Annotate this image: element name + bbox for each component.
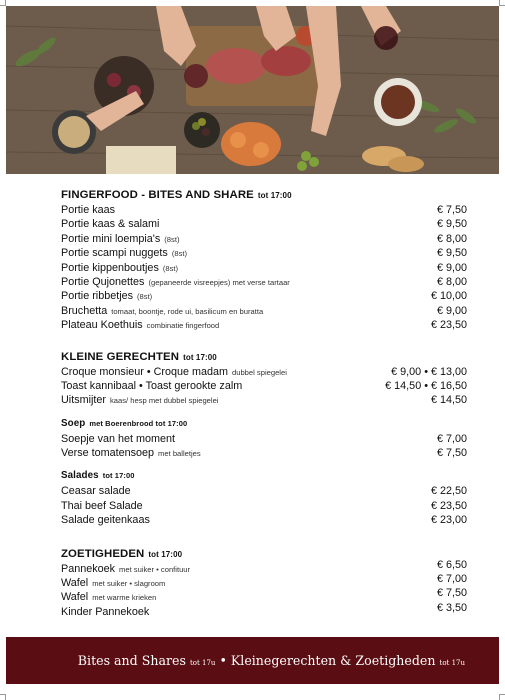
food-table-illustration [6, 6, 499, 174]
menu-item [61, 246, 467, 260]
footer-part1: Bites and Shares [77, 653, 186, 668]
section-salades [61, 468, 467, 527]
zoet-items [61, 546, 377, 620]
item-price: € 9,50 [436, 218, 467, 231]
section-title [61, 546, 377, 562]
section-title-text: FINGERFOOD - BITES AND SHARE [61, 189, 254, 201]
item-name-text: Portie Qujonettes [61, 275, 145, 288]
item-name-text: Kinder Pannekoek [61, 605, 150, 618]
item-name [61, 318, 219, 333]
item-name-text: Croque monsieur • Croque madam [61, 365, 229, 378]
footer-part1-note: tot 17u [189, 659, 216, 667]
item-price: € 9,00 • € 13,00 [391, 365, 467, 378]
item-name-text: Toast kannibaal • Toast gerookte zalm [61, 379, 243, 392]
item-price: € 14,50 • € 16,50 [385, 379, 467, 392]
item-name-text: Soepje van het moment [61, 432, 176, 445]
item-name-text: Pannekoek [61, 562, 116, 575]
footer-banner [6, 637, 499, 684]
section-title [61, 468, 467, 484]
section-soep [61, 416, 467, 461]
item-name [61, 289, 152, 304]
item-name [61, 562, 190, 577]
item-desc: dubbel spiegelei [232, 367, 287, 377]
menu-item [61, 446, 467, 460]
menu-item [61, 289, 467, 303]
crop-mark-bottom-left [0, 694, 6, 700]
item-name [61, 499, 143, 513]
item-price: € 14,50 [430, 394, 467, 407]
section-note: met Boerenbrood tot 17:00 [89, 418, 188, 428]
menu-item [61, 576, 377, 590]
menu-item [61, 365, 467, 379]
item-price: € 23,50 [430, 499, 467, 512]
section-title-text: Salades [61, 470, 99, 482]
item-price: € 8,00 [436, 232, 467, 245]
item-desc: kaas/ hesp met dubbel spiegelei [110, 396, 219, 406]
item-price: € 7,50 [436, 447, 467, 460]
item-name [61, 232, 179, 247]
menu-item [61, 379, 467, 393]
menu-item [61, 393, 467, 407]
item-name-text: Portie kaas & salami [61, 218, 160, 231]
menu-item [61, 432, 467, 446]
item-price: € 7,50 [436, 204, 467, 216]
menu [61, 187, 467, 627]
menu-item [61, 203, 467, 217]
section-title-text: ZOETIGHEDEN [61, 547, 145, 560]
item-name [61, 484, 131, 498]
footer-part2-note: tot 17u [439, 659, 465, 667]
item-name-text: Bruchetta [61, 304, 108, 317]
item-price: € 6,50 [436, 558, 467, 571]
section-title-text: Soep [61, 417, 86, 429]
item-name-text: Salade geitenkaas [61, 514, 150, 527]
item-price: € 22,50 [430, 485, 467, 498]
item-name [61, 217, 159, 231]
item-name [61, 261, 178, 276]
item-price: € 23,50 [430, 319, 467, 332]
section-fingerfood [61, 187, 467, 333]
item-name [61, 379, 242, 393]
item-name [61, 605, 149, 619]
zoet-prices [377, 546, 467, 620]
item-name-text: Portie mini loempia's [61, 232, 161, 245]
item-desc: met balletjes [158, 449, 201, 459]
food-table-photo [6, 6, 499, 174]
item-name [61, 446, 201, 461]
section-title [61, 187, 467, 203]
menu-item [61, 261, 467, 275]
item-price: € 9,00 [436, 261, 467, 274]
menu-item [61, 590, 377, 604]
item-desc: (8st) [137, 292, 153, 302]
menu-item [61, 562, 377, 576]
section-note: tot 17:00 [257, 191, 292, 200]
section-note: tot 17:00 [148, 549, 183, 559]
item-name [61, 246, 187, 261]
section-note: tot 17:00 [102, 471, 135, 481]
item-desc: (8st) [171, 249, 188, 259]
item-desc: tomaat, boontje, rode ui, basilicum en buratta [111, 306, 264, 316]
footer-text [78, 653, 465, 668]
item-name [61, 513, 150, 527]
item-price: € 23,00 [430, 514, 467, 527]
item-name-text: Plateau Koethuis [61, 319, 143, 332]
item-price: € 9,00 [436, 304, 467, 317]
item-name-text: Thai beef Salade [61, 499, 143, 512]
item-desc: met suiker • slagroom [92, 579, 166, 589]
menu-item [61, 217, 467, 231]
section-title-text: KLEINE GERECHTEN [61, 350, 180, 363]
item-desc: (gepaneerde visreepjes) met verse tartaar [148, 277, 290, 287]
menu-item [61, 484, 467, 498]
menu-item [61, 275, 467, 289]
item-name-text: Wafel [61, 577, 89, 590]
item-desc: (8st) [162, 263, 179, 273]
item-name-text: Portie ribbetjes [61, 290, 134, 303]
item-name [61, 590, 156, 605]
footer-separator: • [219, 653, 227, 668]
section-title [61, 416, 467, 432]
menu-item [61, 499, 467, 513]
item-name [61, 576, 165, 591]
crop-mark-bottom-right [499, 694, 505, 700]
item-desc: met suiker • confituur [119, 564, 191, 574]
item-price: € 9,50 [436, 247, 467, 260]
item-name [61, 304, 263, 319]
menu-item [61, 304, 467, 318]
item-name [61, 393, 219, 408]
item-desc: met warme krieken [92, 593, 157, 603]
menu-item [61, 232, 467, 246]
item-name-text: Wafel [61, 591, 89, 604]
item-desc: (8st) [164, 234, 180, 244]
item-price: € 7,50 [436, 587, 467, 600]
item-price: € 10,00 [430, 290, 467, 303]
item-name [61, 432, 175, 446]
item-price: € 8,00 [436, 275, 467, 288]
menu-item [61, 605, 377, 619]
item-price: € 3,50 [436, 601, 467, 614]
item-name-text: Portie kippenboutjes [61, 261, 159, 274]
item-name [61, 275, 290, 290]
item-name [61, 203, 115, 217]
section-zoetigheden [61, 546, 467, 620]
item-name [61, 365, 287, 380]
item-desc: combinatie fingerfood [146, 321, 220, 331]
item-name-text: Ceasar salade [61, 485, 131, 498]
menu-item [61, 513, 467, 527]
item-name-text: Portie kaas [61, 204, 116, 216]
section-note: tot 17:00 [183, 352, 217, 362]
item-name-text: Verse tomatensoep [61, 447, 155, 460]
item-price: € 7,00 [436, 432, 467, 445]
section-kleine-gerechten [61, 349, 467, 408]
crop-mark-top-right [499, 0, 505, 6]
menu-item [61, 318, 467, 332]
item-price: € 7,00 [436, 573, 467, 586]
section-title [61, 349, 467, 365]
footer-part2: Kleinegerechten & Zoetigheden [230, 653, 436, 668]
item-name-text: Portie scampi nuggets [61, 247, 168, 260]
item-name-text: Uitsmijter [61, 394, 106, 407]
